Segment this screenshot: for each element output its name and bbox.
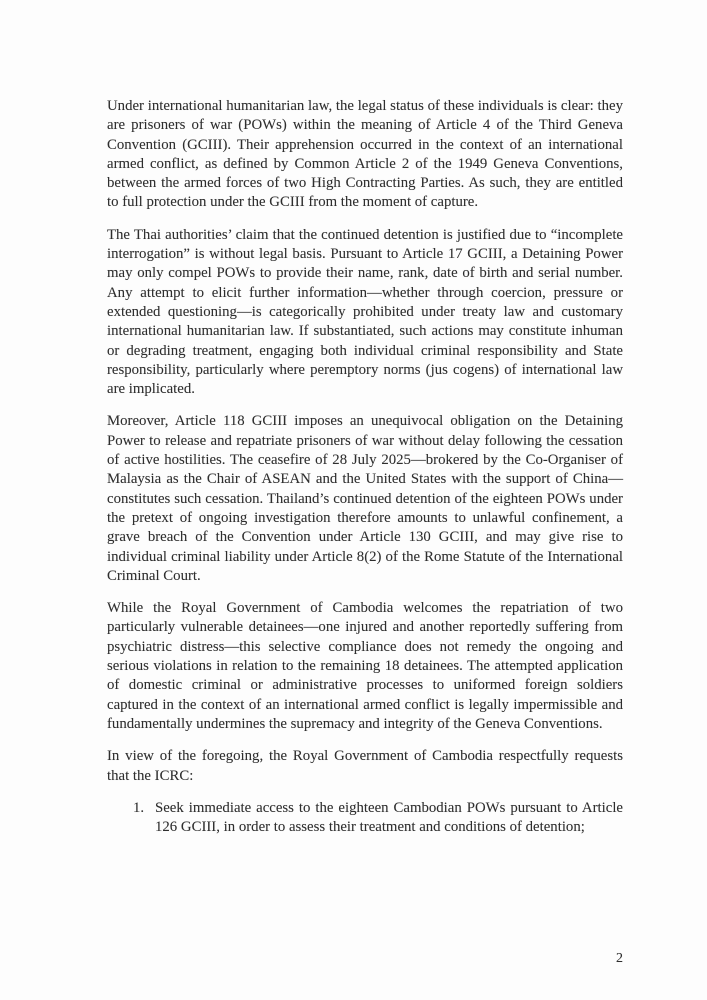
page-number: 2 xyxy=(616,951,623,966)
numbered-list xyxy=(107,799,623,838)
list-item-1 xyxy=(107,799,623,838)
paragraph-2: The Thai authorities’ claim that the continued detention is justified due to “incomplete interrogation” is without legal basis. Pursuant to Article 17 GCIII, a Detaining Power may only compel POWs to provide their name, rank, date of birth and serial number. Any attempt to elicit further information—whether through coercion, pressure or extended questioning—is categorically prohibited under treaty law and customary international humanitarian law. If substantiated, such actions may constitute inhuman or degrading treatment, engaging both individual criminal responsibility and State responsibility, particularly where peremptory norms (jus cogens) of international law are implicated. xyxy=(107,226,623,398)
paragraph-5: In view of the foregoing, the Royal Government of Cambodia respectfully requests that the ICRC: xyxy=(107,748,623,784)
list-item-number: 1. xyxy=(133,799,145,816)
paragraph-1: Under international humanitarian law, the legal status of these individuals is clear: they are prisoners of war (POWs) within the meaning of Article 4 of the Third Geneva Convention (GCIII). Their apprehension occurred in the context of an international armed conflict, as defined by Common Article 2 of the 1949 Geneva Conventions, between the armed forces of two High Contracting Parties. As such, they are entitled to full protection under the GCIII from the moment of capture. xyxy=(107,98,623,211)
paragraph-4: While the Royal Government of Cambodia welcomes the repatriation of two particularly vulnerable detainees—one injured and another reportedly suffering from psychiatric distress—this selective compliance does not remedy the ongoing and serious violations in relation to the remaining 18 detainees. The attempted application of domestic criminal or administrative processes to uniformed foreign soldiers captured in the context of an international armed conflict is legally impermissible and fundamentally undermines the supremacy and integrity of the Geneva Conventions. xyxy=(107,600,623,732)
paragraph-3: Moreover, Article 118 GCIII imposes an unequivocal obligation on the Detaining Power to release and repatriate prisoners of war without delay following the cessation of active hostilities. The ceasefire of 28 July 2025—brokered by the Co-Organiser of Malaysia as the Chair of ASEAN and the United States with the support of China—constitutes such cessation. Thailand’s continued detention of the eighteen POWs under the pretext of ongoing investigation therefore amounts to unlawful confinement, a grave breach of the Convention under Article 130 GCIII, and may give rise to individual criminal liability under Article 8(2) of the Rome Statute of the International Criminal Court. xyxy=(107,413,623,584)
document-body xyxy=(107,97,623,837)
list-item-text: Seek immediate access to the eighteen Cambodian POWs pursuant to Article 126 GCIII, in order to assess their treatment and conditions of detention; xyxy=(155,799,623,836)
